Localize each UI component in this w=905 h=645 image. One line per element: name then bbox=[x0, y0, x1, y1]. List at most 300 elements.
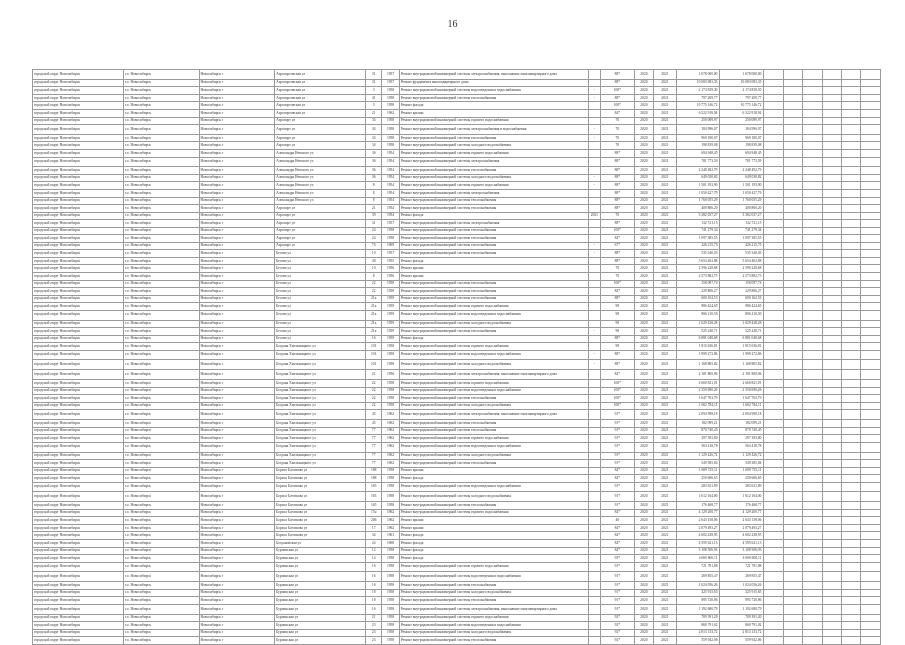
area-cell: Новосибирск г bbox=[199, 582, 275, 590]
empty-cell bbox=[803, 562, 822, 572]
start-year-cell: 2020 bbox=[634, 288, 653, 296]
wear-percent-cell: 91* bbox=[600, 589, 634, 597]
empty-cell bbox=[861, 614, 881, 622]
empty-cell bbox=[783, 582, 802, 590]
area-cell: Новосибирск г bbox=[199, 370, 275, 380]
end-year-cell: 2021 bbox=[654, 87, 676, 95]
cost-total-cell: 4 602 238,95 bbox=[720, 532, 764, 540]
wear-percent-cell: 100* bbox=[600, 227, 634, 235]
area-cell: Новосибирск г bbox=[199, 295, 275, 303]
table-row bbox=[33, 87, 881, 95]
street-cell: Бориса Богаткова ул bbox=[275, 532, 366, 540]
build-year-cell: 1954 bbox=[382, 174, 399, 182]
empty-cell bbox=[783, 310, 802, 320]
house-number-cell: 34 bbox=[366, 142, 382, 150]
empty-cell bbox=[842, 79, 861, 87]
table-row bbox=[33, 547, 881, 555]
start-year-cell: 2020 bbox=[634, 149, 653, 157]
empty-cell bbox=[861, 205, 881, 213]
street-cell: Бориса Богаткова ул bbox=[275, 524, 366, 532]
empty-cell bbox=[861, 257, 881, 265]
empty-cell bbox=[764, 622, 783, 630]
end-year-cell: 2021 bbox=[654, 102, 676, 110]
empty-cell bbox=[783, 460, 802, 468]
empty-cell bbox=[822, 288, 841, 296]
start-year-cell: 2020 bbox=[634, 387, 653, 395]
district-cell: городской округ Новосибирск bbox=[33, 335, 124, 343]
cost-cell: 2 174 839,30 bbox=[676, 87, 720, 95]
work-type-cell: Ремонт внутридомовой инженерной системы электроснабжения и водоснабжения bbox=[399, 125, 588, 135]
empty-cell bbox=[822, 328, 841, 336]
area-cell: Новосибирск г bbox=[199, 94, 275, 102]
work-type-cell: Ремонт внутридомовой инженерной системы электроснабжения, выполнение многоквартирного дома bbox=[399, 370, 588, 380]
empty-cell bbox=[822, 265, 841, 273]
table-row bbox=[33, 532, 881, 540]
empty-cell bbox=[764, 272, 783, 280]
district-cell: городской округ Новосибирск bbox=[33, 295, 124, 303]
empty-cell bbox=[861, 622, 881, 630]
empty-cell bbox=[822, 125, 841, 135]
work-type-cell: Ремонт внутридомовой инженерной системы водоотведения и водоснабжения bbox=[399, 622, 588, 630]
empty-cell bbox=[822, 257, 841, 265]
flag-cell bbox=[588, 205, 600, 213]
cost-cell: 2 813 133,72 bbox=[676, 629, 720, 637]
empty-cell bbox=[842, 410, 861, 420]
district-cell: городской округ Новосибирск bbox=[33, 502, 124, 510]
empty-cell bbox=[842, 102, 861, 110]
flag-cell bbox=[588, 435, 600, 443]
street-cell: Александра Невского ул bbox=[275, 182, 366, 190]
empty-cell bbox=[764, 380, 783, 388]
empty-cell bbox=[764, 257, 783, 265]
empty-cell bbox=[842, 547, 861, 555]
empty-cell bbox=[803, 370, 822, 380]
empty-cell bbox=[783, 555, 802, 563]
empty-cell bbox=[822, 212, 841, 220]
area-cell: Новосибирск г bbox=[199, 427, 275, 435]
city-cell: г.о. Новосибирск bbox=[123, 547, 199, 555]
build-year-cell: 1958 bbox=[382, 380, 399, 388]
empty-cell bbox=[764, 475, 783, 483]
city-cell: г.о. Новосибирск bbox=[123, 517, 199, 525]
end-year-cell: 2021 bbox=[654, 524, 676, 532]
area-cell: Новосибирск г bbox=[199, 328, 275, 336]
work-type-cell: Ремонт внутридомовой инженерной системы холодного водоснабжения bbox=[399, 174, 588, 182]
area-cell: Новосибирск г bbox=[199, 182, 275, 190]
empty-cell bbox=[803, 102, 822, 110]
empty-cell bbox=[861, 370, 881, 380]
empty-cell bbox=[783, 265, 802, 273]
end-year-cell: 2021 bbox=[654, 320, 676, 328]
work-type-cell: Ремонт внутридомовой инженерной системы холодного водоснабжения bbox=[399, 589, 588, 597]
empty-cell bbox=[822, 402, 841, 410]
empty-cell bbox=[842, 174, 861, 182]
district-cell: городской округ Новосибирск bbox=[33, 460, 124, 468]
build-year-cell: 1958 bbox=[382, 117, 399, 125]
build-year-cell: 1958 bbox=[382, 547, 399, 555]
empty-cell bbox=[803, 109, 822, 117]
empty-cell bbox=[861, 242, 881, 250]
empty-cell bbox=[861, 350, 881, 360]
work-type-cell: Ремонт внутридомовой инженерной системы теплоснабжения bbox=[399, 597, 588, 605]
city-cell: г.о. Новосибирск bbox=[123, 387, 199, 395]
wear-percent-cell: 88* bbox=[600, 94, 634, 102]
district-cell: городской округ Новосибирск bbox=[33, 272, 124, 280]
build-year-cell: 1954 bbox=[382, 189, 399, 197]
flag-cell bbox=[588, 335, 600, 343]
empty-cell bbox=[822, 420, 841, 428]
empty-cell bbox=[861, 272, 881, 280]
empty-cell bbox=[764, 589, 783, 597]
empty-cell bbox=[783, 272, 802, 280]
build-year-cell: 1957 bbox=[382, 250, 399, 258]
table-row bbox=[33, 442, 881, 452]
district-cell: городской округ Новосибирск bbox=[33, 142, 124, 150]
empty-cell bbox=[822, 220, 841, 228]
empty-cell bbox=[822, 189, 841, 197]
area-cell: Новосибирск г bbox=[199, 117, 275, 125]
table-row bbox=[33, 482, 881, 492]
empty-cell bbox=[861, 212, 881, 220]
start-year-cell: 2020 bbox=[634, 94, 653, 102]
wear-percent-cell: 88* bbox=[600, 167, 634, 175]
cost-cell: 3 382 037,27 bbox=[676, 212, 720, 220]
district-cell: городской округ Новосибирск bbox=[33, 509, 124, 517]
wear-percent-cell: 91* bbox=[600, 604, 634, 614]
table-row bbox=[33, 427, 881, 435]
end-year-cell: 2021 bbox=[654, 475, 676, 483]
start-year-cell: 2020 bbox=[634, 475, 653, 483]
empty-cell bbox=[842, 482, 861, 492]
house-number-cell: 39 bbox=[366, 212, 382, 220]
cost-cell: 1 612 164,00 bbox=[676, 492, 720, 502]
empty-cell bbox=[764, 174, 783, 182]
end-year-cell: 2021 bbox=[654, 427, 676, 435]
street-cell: Бориса Богаткова ул bbox=[275, 517, 366, 525]
area-cell: Новосибирск г bbox=[199, 343, 275, 351]
empty-cell bbox=[822, 280, 841, 288]
empty-cell bbox=[822, 227, 841, 235]
street-cell: Бесова ул bbox=[275, 335, 366, 343]
end-year-cell: 2021 bbox=[654, 482, 676, 492]
city-cell: г.о. Новосибирск bbox=[123, 475, 199, 483]
start-year-cell: 2020 bbox=[634, 555, 653, 563]
empty-cell bbox=[803, 350, 822, 360]
build-year-cell: 1955 bbox=[382, 257, 399, 265]
empty-cell bbox=[764, 220, 783, 228]
flag-cell bbox=[588, 482, 600, 492]
start-year-cell: 2020 bbox=[634, 467, 653, 475]
empty-cell bbox=[803, 295, 822, 303]
empty-cell bbox=[842, 265, 861, 273]
empty-cell bbox=[822, 343, 841, 351]
end-year-cell: 2021 bbox=[654, 452, 676, 460]
empty-cell bbox=[861, 562, 881, 572]
empty-cell bbox=[842, 597, 861, 605]
cost-total-cell: 986 424,65 bbox=[720, 303, 764, 311]
house-number-cell: 18 bbox=[366, 589, 382, 597]
empty-cell bbox=[764, 94, 783, 102]
district-cell: городской округ Новосибирск bbox=[33, 242, 124, 250]
district-cell: городской округ Новосибирск bbox=[33, 220, 124, 228]
district-cell: городской округ Новосибирск bbox=[33, 182, 124, 190]
work-type-cell: Ремонт внутридомовой инженерной системы электроснабжения bbox=[399, 157, 588, 167]
start-year-cell: 2020 bbox=[634, 402, 653, 410]
city-cell: г.о. Новосибирск bbox=[123, 427, 199, 435]
house-number-cell: 45 bbox=[366, 420, 382, 428]
empty-cell bbox=[842, 555, 861, 563]
cost-cell: 895 720,86 bbox=[676, 597, 720, 605]
empty-cell bbox=[783, 174, 802, 182]
start-year-cell: 2020 bbox=[634, 189, 653, 197]
empty-cell bbox=[842, 452, 861, 460]
flag-cell: - bbox=[588, 125, 600, 135]
city-cell: г.о. Новосибирск bbox=[123, 350, 199, 360]
cost-cell: 426 215,75 bbox=[676, 242, 720, 250]
flag-cell bbox=[588, 227, 600, 235]
empty-cell bbox=[861, 589, 881, 597]
empty-cell bbox=[803, 637, 822, 645]
district-cell: городской округ Новосибирск bbox=[33, 402, 124, 410]
empty-cell bbox=[861, 70, 881, 80]
empty-cell bbox=[783, 572, 802, 582]
build-year-cell: 1958 bbox=[382, 597, 399, 605]
area-cell: Новосибирск г bbox=[199, 622, 275, 630]
empty-cell bbox=[861, 265, 881, 273]
work-type-cell: Ремонт внутридомовой инженерной системы холодного водоснабжения bbox=[399, 452, 588, 460]
district-cell: городской округ Новосибирск bbox=[33, 328, 124, 336]
empty-cell bbox=[764, 182, 783, 190]
empty-cell bbox=[861, 134, 881, 142]
street-cell: Бесова ул bbox=[275, 257, 366, 265]
cost-cell: 2 350 690,26 bbox=[676, 387, 720, 395]
work-type-cell: Ремонт внутридомовой инженерной системы теплоснабжения bbox=[399, 250, 588, 258]
district-cell: городской округ Новосибирск bbox=[33, 540, 124, 548]
cost-total-cell: 1 647 763,79 bbox=[720, 395, 764, 403]
end-year-cell: 2021 bbox=[654, 303, 676, 311]
cost-cell: 649 030,82 bbox=[676, 174, 720, 182]
cost-total-cell: 694 948,45 bbox=[720, 149, 764, 157]
empty-cell bbox=[783, 402, 802, 410]
table-row bbox=[33, 272, 881, 280]
end-year-cell: 2021 bbox=[654, 79, 676, 87]
empty-cell bbox=[842, 492, 861, 502]
end-year-cell: 2021 bbox=[654, 343, 676, 351]
empty-cell bbox=[764, 597, 783, 605]
empty-cell bbox=[842, 235, 861, 243]
house-number-cell: 34 bbox=[366, 117, 382, 125]
city-cell: г.о. Новосибирск bbox=[123, 265, 199, 273]
empty-cell bbox=[783, 242, 802, 250]
district-cell: городской округ Новосибирск bbox=[33, 589, 124, 597]
empty-cell bbox=[783, 420, 802, 428]
table-row bbox=[33, 157, 881, 167]
work-type-cell: Ремонт крыши bbox=[399, 265, 588, 273]
build-year-cell: 1958 bbox=[382, 629, 399, 637]
street-cell: Богдана Хмельницкого ул bbox=[275, 452, 366, 460]
district-cell: городской округ Новосибирск bbox=[33, 125, 124, 135]
area-cell: Новосибирск г bbox=[199, 387, 275, 395]
table-row bbox=[33, 174, 881, 182]
cost-cell: 797 209,77 bbox=[676, 94, 720, 102]
empty-cell bbox=[783, 102, 802, 110]
wear-percent-cell: 88* bbox=[600, 220, 634, 228]
empty-cell bbox=[764, 387, 783, 395]
flag-cell bbox=[588, 492, 600, 502]
area-cell: Новосибирск г bbox=[199, 220, 275, 228]
house-number-cell: 34 bbox=[366, 125, 382, 135]
build-year-cell: 1958 bbox=[382, 125, 399, 135]
work-type-cell: Ремонт фасада bbox=[399, 540, 588, 548]
flag-cell bbox=[588, 517, 600, 525]
table-row bbox=[33, 475, 881, 483]
empty-cell bbox=[764, 572, 783, 582]
street-cell: Бурлинская ул bbox=[275, 555, 366, 563]
cost-total-cell: 2 174 839,30 bbox=[720, 87, 764, 95]
area-cell: Новосибирск г bbox=[199, 134, 275, 142]
empty-cell bbox=[842, 582, 861, 590]
empty-cell bbox=[842, 303, 861, 311]
table-row bbox=[33, 117, 881, 125]
empty-cell bbox=[842, 343, 861, 351]
cost-cell: 860 791,02 bbox=[676, 622, 720, 630]
street-cell: Богдана Хмельницкого ул bbox=[275, 427, 366, 435]
end-year-cell: 2021 bbox=[654, 257, 676, 265]
start-year-cell: 2020 bbox=[634, 134, 653, 142]
district-cell: городской округ Новосибирск bbox=[33, 79, 124, 87]
empty-cell bbox=[764, 482, 783, 492]
city-cell: г.о. Новосибирск bbox=[123, 604, 199, 614]
empty-cell bbox=[783, 622, 802, 630]
empty-cell bbox=[842, 540, 861, 548]
city-cell: г.о. Новосибирск bbox=[123, 70, 199, 80]
end-year-cell: 2021 bbox=[654, 197, 676, 205]
empty-cell bbox=[822, 310, 841, 320]
street-cell: Бурлинская ул bbox=[275, 614, 366, 622]
end-year-cell: 2021 bbox=[654, 637, 676, 645]
street-cell: Александра Невского ул bbox=[275, 157, 366, 167]
build-year-cell: 1956 bbox=[382, 370, 399, 380]
house-number-cell: 23 bbox=[366, 637, 382, 645]
empty-cell bbox=[842, 589, 861, 597]
wear-percent-cell: 70 bbox=[600, 125, 634, 135]
wear-percent-cell: 91* bbox=[600, 460, 634, 468]
work-type-cell: Ремонт внутридомовой инженерной системы теплоснабжения bbox=[399, 167, 588, 175]
empty-cell bbox=[861, 142, 881, 150]
empty-cell bbox=[822, 134, 841, 142]
area-cell: Новосибирск г bbox=[199, 205, 275, 213]
empty-cell bbox=[822, 205, 841, 213]
street-cell: Бурлинская ул bbox=[275, 582, 366, 590]
build-year-cell: 1962 bbox=[382, 452, 399, 460]
work-type-cell: Ремонт фасада bbox=[399, 555, 588, 563]
empty-cell bbox=[803, 87, 822, 95]
cost-total-cell: 1 050 427,79 bbox=[720, 189, 764, 197]
work-type-cell: Ремонт внутридомовой инженерной системы теплоснабжения bbox=[399, 582, 588, 590]
build-year-cell: 1959 bbox=[382, 320, 399, 328]
end-year-cell: 2021 bbox=[654, 142, 676, 150]
street-cell: Богдана Хмельницкого ул bbox=[275, 387, 366, 395]
area-cell: Новосибирск г bbox=[199, 125, 275, 135]
area-cell: Новосибирск г bbox=[199, 604, 275, 614]
start-year-cell: 2020 bbox=[634, 117, 653, 125]
area-cell: Новосибирск г bbox=[199, 142, 275, 150]
empty-cell bbox=[764, 87, 783, 95]
cost-total-cell: 3 108 506,93 bbox=[720, 547, 764, 555]
cost-cell: 4 000 600,11 bbox=[676, 555, 720, 563]
cost-cell: 969 180,07 bbox=[676, 134, 720, 142]
work-type-cell: Ремонт внутридомовой инженерной системы теплоснабжения bbox=[399, 460, 588, 468]
empty-cell bbox=[822, 167, 841, 175]
district-cell: городской округ Новосибирск bbox=[33, 410, 124, 420]
empty-cell bbox=[764, 360, 783, 370]
empty-cell bbox=[842, 189, 861, 197]
house-number-cell: 206 bbox=[366, 517, 382, 525]
empty-cell bbox=[803, 242, 822, 250]
city-cell: г.о. Новосибирск bbox=[123, 79, 199, 87]
start-year-cell: 2020 bbox=[634, 410, 653, 420]
city-cell: г.о. Новосибирск bbox=[123, 235, 199, 243]
house-number-cell: 24 bbox=[366, 540, 382, 548]
empty-cell bbox=[803, 288, 822, 296]
table-row bbox=[33, 517, 881, 525]
cost-cell: 1 609 725,11 bbox=[676, 467, 720, 475]
wear-percent-cell: 84* bbox=[600, 509, 634, 517]
city-cell: г.о. Новосибирск bbox=[123, 402, 199, 410]
wear-percent-cell: 92* bbox=[600, 629, 634, 637]
empty-cell bbox=[783, 380, 802, 388]
flag-cell bbox=[588, 475, 600, 483]
city-cell: г.о. Новосибирск bbox=[123, 482, 199, 492]
cost-cell: 269 855,47 bbox=[676, 572, 720, 582]
area-cell: Новосибирск г bbox=[199, 288, 275, 296]
house-number-cell: 34 bbox=[366, 532, 382, 540]
empty-cell bbox=[764, 280, 783, 288]
start-year-cell: 2020 bbox=[634, 220, 653, 228]
cost-cell: 2 573 882,75 bbox=[676, 272, 720, 280]
empty-cell bbox=[861, 502, 881, 510]
end-year-cell: 2021 bbox=[654, 174, 676, 182]
cost-total-cell: 6 522 918,94 bbox=[720, 109, 764, 117]
work-type-cell: Ремонт внутридомовой инженерной системы горячего водоснабжения bbox=[399, 509, 588, 517]
wear-percent-cell: 91* bbox=[600, 502, 634, 510]
flag-cell: - bbox=[588, 242, 600, 250]
street-cell: Бурлинская ул bbox=[275, 629, 366, 637]
district-cell: городской округ Новосибирск bbox=[33, 235, 124, 243]
start-year-cell: 2020 bbox=[634, 622, 653, 630]
empty-cell bbox=[803, 555, 822, 563]
empty-cell bbox=[783, 149, 802, 157]
empty-cell bbox=[803, 142, 822, 150]
empty-cell bbox=[822, 629, 841, 637]
start-year-cell: 2020 bbox=[634, 572, 653, 582]
table-row bbox=[33, 395, 881, 403]
cost-total-cell: 1 168 805,82 bbox=[720, 360, 764, 370]
cost-cell: 2 094 998,18 bbox=[676, 410, 720, 420]
empty-cell bbox=[783, 475, 802, 483]
district-cell: городской округ Новосибирск bbox=[33, 288, 124, 296]
district-cell: городской округ Новосибирск bbox=[33, 604, 124, 614]
empty-cell bbox=[783, 502, 802, 510]
build-year-cell: 1958 bbox=[382, 604, 399, 614]
flag-cell: - bbox=[588, 87, 600, 95]
start-year-cell: 2020 bbox=[634, 157, 653, 167]
district-cell: городской округ Новосибирск bbox=[33, 555, 124, 563]
wear-percent-cell: 91* bbox=[600, 452, 634, 460]
city-cell: г.о. Новосибирск bbox=[123, 395, 199, 403]
street-cell: Бориса Богаткова ул bbox=[275, 509, 366, 517]
empty-cell bbox=[822, 547, 841, 555]
